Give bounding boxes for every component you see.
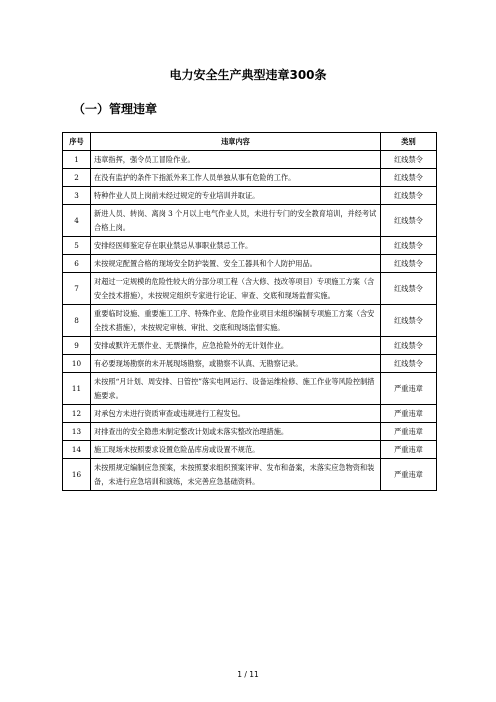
- page-number: 1 / 11: [237, 670, 259, 679]
- table-row: [63, 273, 437, 305]
- row-no: 12: [63, 405, 91, 423]
- table-row: [63, 305, 437, 337]
- table-row: [63, 459, 437, 491]
- table-row: [63, 423, 437, 441]
- table-row: [63, 205, 437, 237]
- table-row: [63, 405, 437, 423]
- row-no: 3: [63, 187, 91, 205]
- row-no: 8: [63, 305, 91, 337]
- section-heading: （一）管理违章: [73, 102, 158, 116]
- row-no: 13: [63, 423, 91, 441]
- table-row: [63, 373, 437, 405]
- row-content: 特种作业人员上岗前未经过规定的专业培训并取证。: [91, 187, 381, 205]
- row-no: 6: [63, 255, 91, 273]
- row-category: 红线禁令: [381, 305, 437, 337]
- table-row: [63, 337, 437, 355]
- row-content: 违章指挥，强令员工冒险作业。: [91, 151, 381, 169]
- row-category: 红线禁令: [381, 273, 437, 305]
- table-header-row: [63, 133, 437, 151]
- table-row: [63, 441, 437, 459]
- header-no: 序号: [63, 133, 91, 151]
- row-content: 有必要现场勘察的未开展现场勘察，或勘察不认真、无勘察记录。: [91, 355, 381, 373]
- row-content: 安排或默许无票作业、无票操作，应急抢险外的无计划作业。: [91, 337, 381, 355]
- row-content: 新进人员、转岗、离岗 3 个月以上电气作业人员，未进行专门的安全教育培训，并经考试合格上岗。: [91, 205, 381, 237]
- row-no: 5: [63, 237, 91, 255]
- row-content: 对承包方未进行资质审查或违规进行工程发包。: [91, 405, 381, 423]
- row-category: 严重违章: [381, 423, 437, 441]
- row-content: 对超过一定规模的危险性较大的分部分项工程（含大修、技改等项目）专项施工方案（含安全技术措施），未按规定组织专家进行论证、审查、交底和现场监督实施。: [91, 273, 381, 305]
- row-no: 10: [63, 355, 91, 373]
- row-category: 红线禁令: [381, 337, 437, 355]
- row-content: 施工现场未按照要求设置危险品库房或设置不规范。: [91, 441, 381, 459]
- row-category: 严重违章: [381, 441, 437, 459]
- row-content: 未按照规定编制应急预案，未按照要求组织预案评审、发布和备案，未落实应急物资和装备，未进行应急培训和演练，未完善应急基础资料。: [91, 459, 381, 491]
- header-category: 类别: [381, 133, 437, 151]
- table-row: [63, 169, 437, 187]
- table-row: [63, 187, 437, 205]
- table-row: [63, 237, 437, 255]
- violations-table: [62, 132, 437, 491]
- row-no: 14: [63, 441, 91, 459]
- document-title: 电力安全生产典型违章300条: [169, 68, 327, 82]
- row-category: 红线禁令: [381, 187, 437, 205]
- row-no: 11: [63, 373, 91, 405]
- row-content: 对排查出的安全隐患未制定整改计划或未落实整改治理措施。: [91, 423, 381, 441]
- table-row: [63, 255, 437, 273]
- row-category: 红线禁令: [381, 355, 437, 373]
- row-content: 未按照“月计划、周安排、日管控”落实电网运行、设备运维检修、施工作业等风险控制措施要求。: [91, 373, 381, 405]
- row-no: 1: [63, 151, 91, 169]
- row-category: 红线禁令: [381, 151, 437, 169]
- row-no: 7: [63, 273, 91, 305]
- row-category: 严重违章: [381, 459, 437, 491]
- row-no: 4: [63, 205, 91, 237]
- row-no: 16: [63, 459, 91, 491]
- row-content: 未按规定配置合格的现场安全防护装置、安全工器具和个人防护用品。: [91, 255, 381, 273]
- row-category: 严重违章: [381, 405, 437, 423]
- row-category: 红线禁令: [381, 237, 437, 255]
- row-category: 红线禁令: [381, 205, 437, 237]
- row-category: 红线禁令: [381, 169, 437, 187]
- table-row: [63, 151, 437, 169]
- row-no: 9: [63, 337, 91, 355]
- row-content: 在没有监护的条件下指派外来工作人员单独从事有危险的工作。: [91, 169, 381, 187]
- row-category: 严重违章: [381, 373, 437, 405]
- table-row: [63, 355, 437, 373]
- row-no: 2: [63, 169, 91, 187]
- row-content: 安排经医师鉴定存在职业禁忌从事职业禁忌工作。: [91, 237, 381, 255]
- row-content: 重要临时设施、重要施工工序、特殊作业、危险作业项目未组织编制专项施工方案（含安全技术措施），未按规定审核、审批、交底和现场监督实施。: [91, 305, 381, 337]
- header-content: 违章内容: [91, 133, 381, 151]
- row-category: 红线禁令: [381, 255, 437, 273]
